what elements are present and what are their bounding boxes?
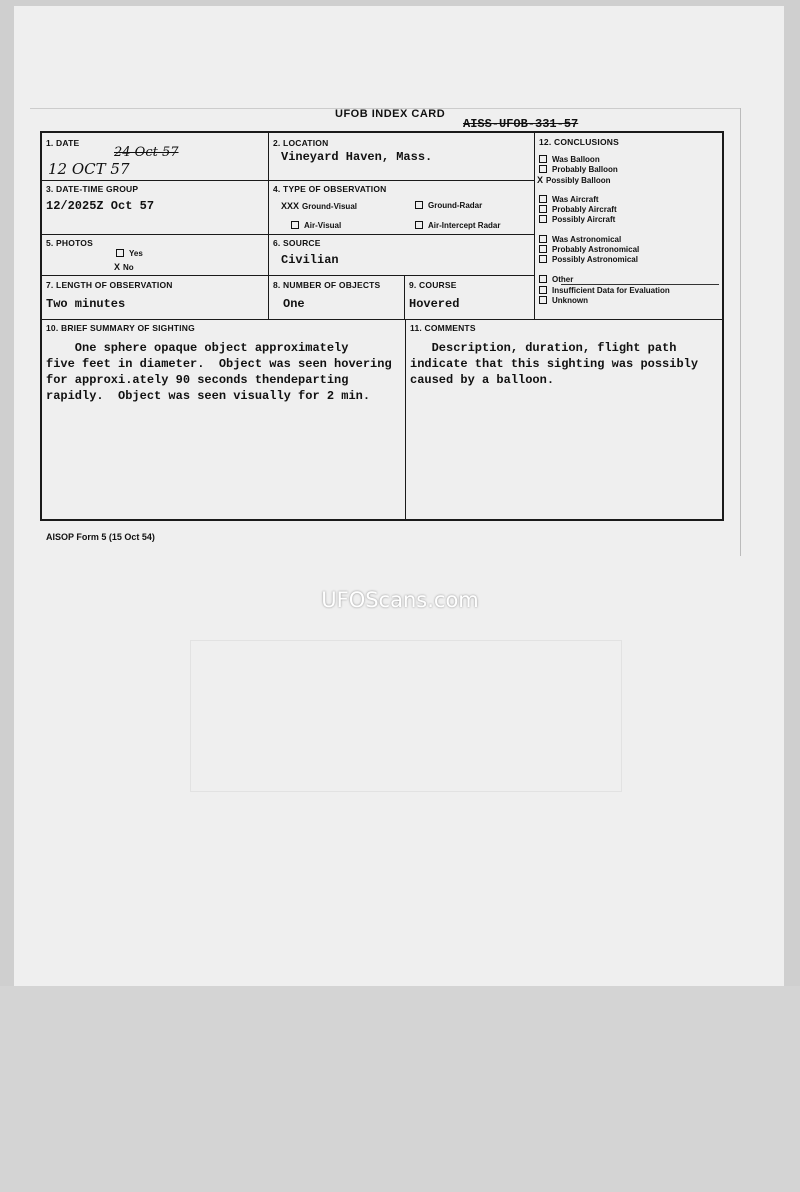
comments-line: indicate that this sighting was possibly [410,357,699,371]
course-cell [405,275,535,319]
date-cell [42,133,269,180]
background-sheet [0,986,800,1192]
date-handwritten-value: 12 OCT 57 [48,160,130,178]
x-mark-icon: X [114,262,121,272]
checkbox-icon [539,205,547,213]
comments-line: caused by a balloon. [410,373,555,387]
summary-line: for approxi.ately 90 seconds thendeparting [46,373,349,387]
conclusion-item: Was Astronomical [539,235,621,244]
type-label: 4. TYPE OF OBSERVATION [273,184,387,194]
card-id: AISS-UFOB-331-57 [463,117,579,131]
conclusion-item: Possibly Astronomical [539,255,638,264]
type-ground-radar: Ground-Radar [415,201,482,210]
form-number: AISOP Form 5 (15 Oct 54) [46,532,155,542]
summary-label: 10. BRIEF SUMMARY OF SIGHTING [46,323,195,333]
comments-line: Description, duration, flight path [410,341,677,355]
checkbox-icon [116,249,124,257]
card-outline-right [740,108,741,556]
dtg-value: 12/2025Z Oct 57 [46,199,155,213]
length-cell [42,275,269,319]
conclusion-item-checked: X Possibly Balloon [537,175,611,185]
source-label: 6. SOURCE [273,238,321,248]
course-value: Hovered [409,297,460,311]
checkbox-icon [539,215,547,223]
conclusion-item: Insufficient Data for Evaluation [539,286,670,295]
conclusion-item: Probably Balloon [539,165,618,174]
checkbox-icon [415,201,423,209]
photos-yes: Yes [116,249,143,258]
type-cell [269,180,535,234]
checkbox-icon [415,221,423,229]
location-cell [269,133,535,180]
source-value: Civilian [281,253,339,267]
summary-line: five feet in diameter. Object was seen hovering [46,357,392,371]
photos-cell [42,234,269,275]
checkbox-icon [539,255,547,263]
length-label: 7. LENGTH OF OBSERVATION [46,280,173,290]
conclusion-item: Was Balloon [539,155,600,164]
checkbox-icon [539,296,547,304]
objects-value: One [283,297,305,311]
course-label: 9. COURSE [409,280,457,290]
date-struck-value: 24 Oct 57 [114,145,179,160]
checkbox-icon [539,195,547,203]
summary-cell [42,319,406,519]
length-value: Two minutes [46,297,126,311]
comments-label: 11. COMMENTS [410,323,476,333]
x-mark-icon: XXX [281,201,300,211]
summary-line: One sphere opaque object approximately [46,341,349,355]
type-air-intercept: Air-Intercept Radar [415,221,500,230]
checkbox-icon [539,235,547,243]
summary-line: rapidly. Object was seen visually for 2 min. [46,389,371,403]
checkbox-icon [539,286,547,294]
index-card [40,131,724,521]
conclusions-cell [535,133,722,319]
watermark: UFOScans.com [321,588,479,612]
x-mark-icon: X [537,175,544,185]
source-cell [269,234,535,275]
conclusion-item: Probably Aircraft [539,205,617,214]
checkbox-icon [539,155,547,163]
type-ground-visual: XXX Ground-Visual [281,201,357,211]
date-label: 1. DATE [46,138,80,148]
conclusions-label: 12. CONCLUSIONS [539,137,619,147]
dtg-cell [42,180,269,234]
conclusion-item: Unknown [539,296,588,305]
card-title: UFOB INDEX CARD [335,108,446,120]
conclusion-item: Possibly Aircraft [539,215,615,224]
comments-cell [406,319,722,519]
other-underline [561,284,719,285]
conclusion-item: Was Aircraft [539,195,599,204]
checkbox-icon [539,165,547,173]
location-value: Vineyard Haven, Mass. [281,150,433,164]
conclusion-item: Other [539,275,573,284]
checkbox-icon [291,221,299,229]
location-label: 2. LOCATION [273,138,329,148]
dtg-label: 3. DATE-TIME GROUP [46,184,139,194]
type-air-visual: Air-Visual [291,221,341,230]
photos-label: 5. PHOTOS [46,238,93,248]
objects-cell [269,275,405,319]
checkbox-icon [539,275,547,283]
checkbox-icon [539,245,547,253]
show-through-ghost [190,640,622,792]
photos-no: X No [114,262,134,272]
objects-label: 8. NUMBER OF OBJECTS [273,280,381,290]
conclusion-item: Probably Astronomical [539,245,639,254]
